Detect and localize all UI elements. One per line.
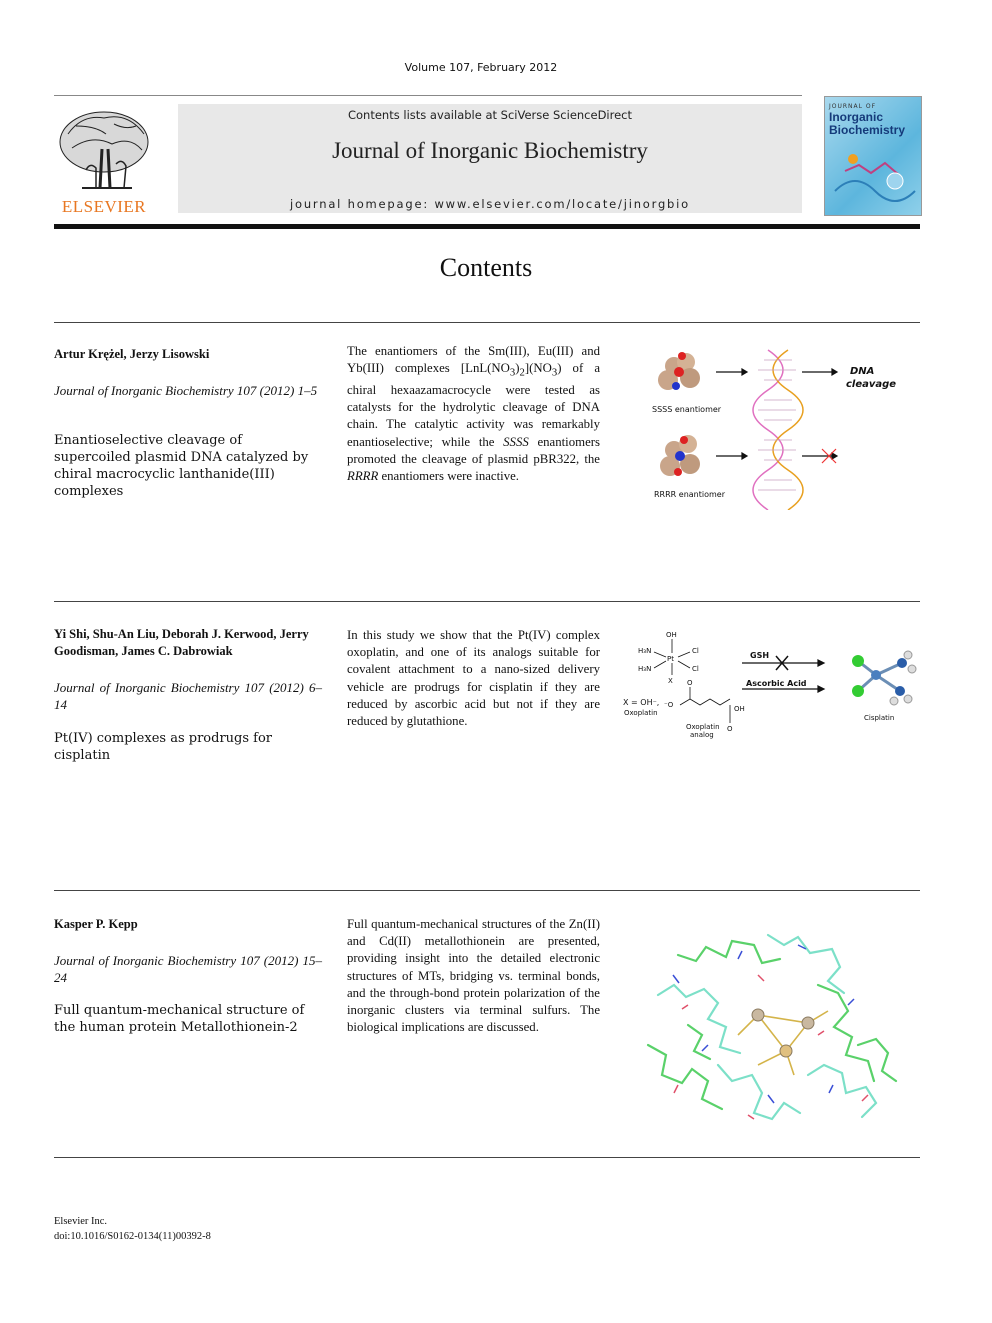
footer-publisher: Elsevier Inc. (54, 1216, 108, 1227)
entry-1-authors: Artur Krężel, Jerzy Lisowski (54, 347, 210, 361)
oxygen-label: O (727, 725, 733, 733)
cisplatin-model-icon (852, 651, 916, 705)
gsh-label: GSH (750, 651, 770, 660)
entry-1-abstract: The enantiomers of the Sm(III), Eu(III) and Yb(III) complexes $[LnL(NO_3)_2](NO_3)$ of a chiral hexaazamacrocycle were tested as catalysts for the hydrolytic cleavage of DNA chain. The catalytic activity was remarkably enantioselective; while the SSSS enantiomers promoted the cleavage of plasmid pBR322, the RRRR enantiomers were inactive. (347, 344, 600, 483)
journal-title: Journal of Inorganic Biochemistry (332, 138, 648, 163)
cisplatin-label: Cisplatin (864, 714, 895, 722)
entry-separator (54, 601, 920, 602)
dna-result-2: cleavage (846, 379, 897, 390)
cover-art (825, 141, 921, 213)
rrrr-label: RRRR enantiomer (654, 490, 725, 499)
footer-doi[interactable]: doi:10.1016/S0162-0134(11)00392-8 (54, 1231, 211, 1242)
volume-info: Volume 107, February 2012 (404, 61, 558, 74)
molecule-rrrr-icon (660, 435, 700, 476)
x-definition: X = OH⁻, (623, 698, 660, 707)
header-thick-rule (54, 224, 920, 229)
dna-result-1: DNA (850, 366, 875, 377)
h3n-label: H₃N (638, 665, 652, 673)
entry-2-abstract: In this study we show that the Pt(IV) complex oxoplatin, and one of its analogs suitable for covalent attachment to a nano-sized delivery vehicle are prodrugs for cisplatin if they are reduced by ascorbic acid but not if they are reduced by glutathione. (347, 628, 600, 729)
entry-3-title[interactable]: Full quantum-mechanical structure of the human protein Metallothionein-2 (54, 1003, 305, 1035)
elsevier-logo[interactable] (52, 104, 156, 216)
publisher-logo-text: ELSEVIER (61, 197, 147, 216)
dna-helix-icon (753, 350, 803, 510)
entry-3-abstract: Full quantum-mechanical structures of the Zn(II) and Cd(II) metallothionein are presented, providing insight into the detailed electronic structures of MTs, bridging vs. terminal bonds, and the through-bond protein polarization of the inorganic clusters via terminal sulfurs. The biological implications are discussed. (347, 917, 600, 1035)
cover-small-text: JOURNAL OF (829, 103, 877, 110)
tree-icon (60, 112, 148, 188)
journal-homepage[interactable]: journal homepage: www.elsevier.com/locate/jinorgbio (289, 197, 690, 211)
cover-title-line-1: Inorganic (829, 110, 884, 124)
pt-label: Pt (667, 655, 674, 663)
molecule-ssss-icon (658, 352, 700, 390)
entry-separator (54, 322, 920, 323)
entry-3-graphic (618, 915, 920, 1155)
entry-separator (54, 1157, 920, 1158)
ssss-label: SSSS enantiomer (652, 405, 722, 414)
entry-1-graphic (618, 340, 920, 510)
oxoplatin-structure-icon (638, 631, 699, 685)
x-label: X (668, 677, 673, 685)
metallothionein-structure-icon (618, 915, 920, 1155)
page-title: Contents (439, 253, 533, 282)
cover-title (829, 111, 905, 137)
ascorbic-label: Ascorbic Acid (746, 679, 807, 688)
analog-label-1: Oxoplatin (686, 723, 720, 731)
cl-label: Cl (692, 665, 699, 673)
availability-text[interactable]: Contents lists available at SciVerse ScienceDirect (347, 108, 633, 122)
journal-banner (178, 104, 802, 213)
entry-separator (54, 890, 920, 891)
entry-1-citation[interactable]: Journal of Inorganic Biochemistry 107 (2012) 1–5 (54, 383, 318, 398)
header-rule (54, 95, 802, 96)
oh-label: OH (734, 705, 745, 713)
journal-cover[interactable] (824, 96, 922, 216)
h3n-label: H₃N (638, 647, 652, 655)
footer (54, 1214, 211, 1244)
entry-3-authors: Kasper P. Kepp (54, 917, 138, 931)
entry-1-title[interactable]: Enantioselective cleavage of supercoiled plasmid DNA catalyzed by chiral macrocyclic lanthanide(III) complexes (54, 433, 309, 499)
entry-2-citation[interactable]: Journal of Inorganic Biochemistry 107 (2012) 6–14 (54, 680, 322, 712)
oxoplatin-label: Oxoplatin (624, 709, 658, 717)
entry-3-citation[interactable]: Journal of Inorganic Biochemistry 107 (2012) 15–24 (54, 953, 322, 985)
carboxylate-label: ⁻O (664, 701, 674, 709)
entry-2-graphic (618, 625, 920, 745)
entry-2-authors: Yi Shi, Shu-An Liu, Deborah J. Kerwood, Jerry Goodisman, James C. Dabrowiak (54, 627, 309, 658)
cover-title-line-2: Biochemistry (829, 123, 906, 137)
cl-label: Cl (692, 647, 699, 655)
analog-label-2: analog (690, 731, 714, 739)
oh-label: OH (666, 631, 677, 639)
oxygen-label: O (687, 679, 693, 687)
entry-2-title[interactable]: Pt(IV) complexes as prodrugs for cisplatin (54, 731, 273, 763)
analog-chain-icon (680, 687, 730, 723)
